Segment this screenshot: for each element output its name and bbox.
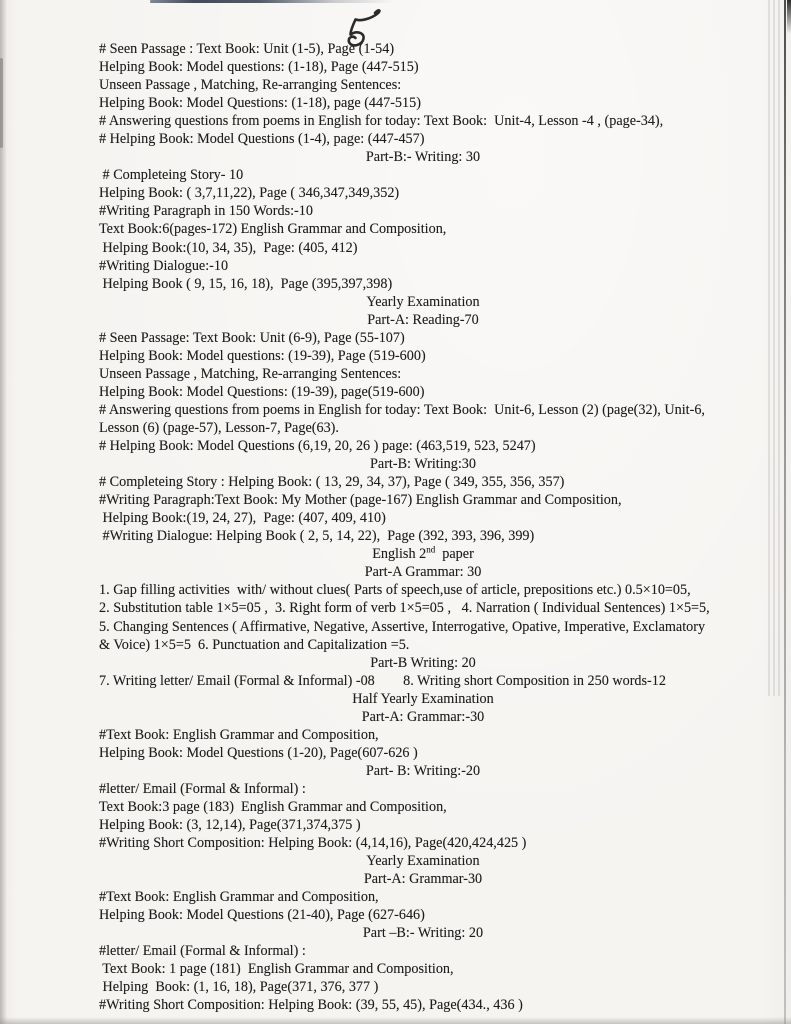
text-line: Helping Book: (1, 16, 18), Page(371, 376, 377 ) [99, 979, 379, 996]
text-line: Helping Book: (3, 12,14), Page(371,374,375 ) [99, 817, 361, 834]
text-line: Unseen Passage , Matching, Re-arranging Sentences: [99, 77, 402, 94]
text-line: Part-B Writing: 20 [370, 654, 476, 671]
text-line: Part-A: Grammar-30 [363, 871, 483, 888]
text-line: Lesson (6) (page-57), Lesson-7, Page(63). [99, 419, 339, 436]
text-line: Part-B: Writing:30 [370, 456, 476, 473]
text-line: Helping Book:(19, 24, 27), Page: (407, 409, 410) [99, 510, 386, 527]
text-line: Half Yearly Examination [352, 690, 494, 707]
scan-top-right-corner-artifact [787, 0, 791, 34]
text-line: Text Book:6(pages-172) English Grammar and Composition, [99, 221, 447, 238]
text-line: # Answering questions from poems in English for today: Text Book: Unit-6, Lesson (2) (page(32), Unit-6, [99, 401, 705, 418]
text-line: #Writing Paragraph in 150 Words:-10 [99, 203, 313, 220]
text-line: Helping Book: Model Questions (21-40), Page (627-646) [99, 907, 425, 924]
text-line: Part-A: Reading-70 [367, 311, 479, 328]
scan-left-edge-mark [0, 58, 3, 148]
text-line: # Completeing Story- 10 [99, 167, 244, 184]
scan-left-edge-shadow [0, 0, 7, 1024]
text-line: #Text Book: English Grammar and Composition, [99, 726, 379, 743]
text-line: 2. Substitution table 1×5=05 , 3. Right form of verb 1×5=05 , 4. Narration ( Individual Sentences) 1×5=5, [99, 600, 710, 617]
text-line: 1. Gap filling activities with/ without clues( Parts of speech,use of article, prepositions etc.) 0.5×10=05, [99, 582, 691, 599]
text-line: Helping Book: Model Questions (1-20), Page(607-626 ) [99, 744, 418, 761]
superscript-text: nd [426, 544, 436, 555]
text-line: Part-A Grammar: 30 [364, 564, 482, 581]
text-line: Part-B:- Writing: 30 [365, 149, 481, 166]
text-line: Part- B: Writing:-20 [365, 762, 481, 779]
scan-paper-edge-streaks [768, 0, 783, 696]
text-segment: English 2 [372, 546, 427, 563]
text-line: #Writing Paragraph:Text Book: My Mother (page-167) English Grammar and Composition, [99, 492, 622, 509]
text-line: Text Book: 1 page (181) English Grammar and Composition, [99, 961, 454, 978]
text-line: Helping Book: Model questions: (19-39), Page (519-600) [99, 347, 426, 364]
text-line: Helping Book: Model questions: (1-18), Page (447-515) [99, 59, 419, 76]
text-line: #letter/ Email (Formal & Informal) : [99, 780, 306, 797]
text-line: Helping Book: Model Questions: (19-39), page(519-600) [99, 383, 425, 400]
text-line: 7. Writing letter/ Email (Formal & Informal) -08 8. Writing short Composition in 250 words-12 [99, 672, 666, 689]
text-line: #Writing Dialogue: Helping Book ( 2, 5, 14, 22), Page (392, 393, 396, 399) [99, 528, 535, 545]
text-line: Yearly Examination [366, 853, 480, 870]
text-line: # Seen Passage : Text Book: Unit (1-5), Page (1-54) [99, 41, 395, 57]
text-segment: paper [435, 546, 474, 563]
text-line: # Answering questions from poems in English for today: Text Book: Unit-4, Lesson -4 , (page-34), [99, 113, 664, 130]
text-line: Part-A: Grammar:-30 [361, 708, 485, 725]
text-line: # Completeing Story : Helping Book: ( 13, 29, 34, 37), Page ( 349, 355, 356, 357) [99, 474, 565, 491]
scan-right-edge-line [784, 0, 786, 1024]
text-line: Part –B:- Writing: 20 [362, 925, 484, 942]
text-line: #Writing Short Composition: Helping Book: (39, 55, 45), Page(434., 436 ) [99, 997, 523, 1014]
text-line: # Seen Passage: Text Book: Unit (6-9), Page (55-107) [99, 329, 405, 346]
text-line: # Helping Book: Model Questions (6,19, 20, 26 ) page: (463,519, 523, 5247) [99, 438, 536, 455]
text-line: Helping Book: ( 3,7,11,22), Page ( 346,347,349,352) [99, 185, 400, 202]
text-line: # Helping Book: Model Questions (1-4), page: (447-457) [99, 131, 425, 148]
text-line: #letter/ Email (Formal & Informal) : [99, 943, 306, 960]
text-line: Helping Book:(10, 34, 35), Page: (405, 412) [99, 239, 358, 256]
scan-bottom-edge-shadow [0, 1017, 791, 1024]
text-line: Yearly Examination [366, 293, 480, 310]
text-line [99, 545, 747, 563]
text-line: & Voice) 1×5=5 6. Punctuation and Capitalization =5. [99, 636, 410, 653]
text-line: 5. Changing Sentences ( Affirmative, Negative, Assertive, Interrogative, Opative, Imperative, Exclamatory [99, 618, 706, 635]
text-line: Helping Book ( 9, 15, 16, 18), Page (395,397,398) [99, 275, 393, 292]
text-line: #Text Book: English Grammar and Composition, [99, 889, 379, 906]
text-line: Text Book:3 page (183) English Grammar and Composition, [99, 798, 447, 815]
document-body [99, 40, 747, 1015]
text-line: Unseen Passage , Matching, Re-arranging Sentences: [99, 365, 402, 382]
text-line: #Writing Dialogue:-10 [99, 257, 229, 274]
text-line: #Writing Short Composition: Helping Book: (4,14,16), Page(420,424,425 ) [99, 835, 527, 852]
scan-top-edge-artifact [150, 0, 394, 3]
text-line: Helping Book: Model Questions: (1-18), page (447-515) [99, 95, 421, 112]
